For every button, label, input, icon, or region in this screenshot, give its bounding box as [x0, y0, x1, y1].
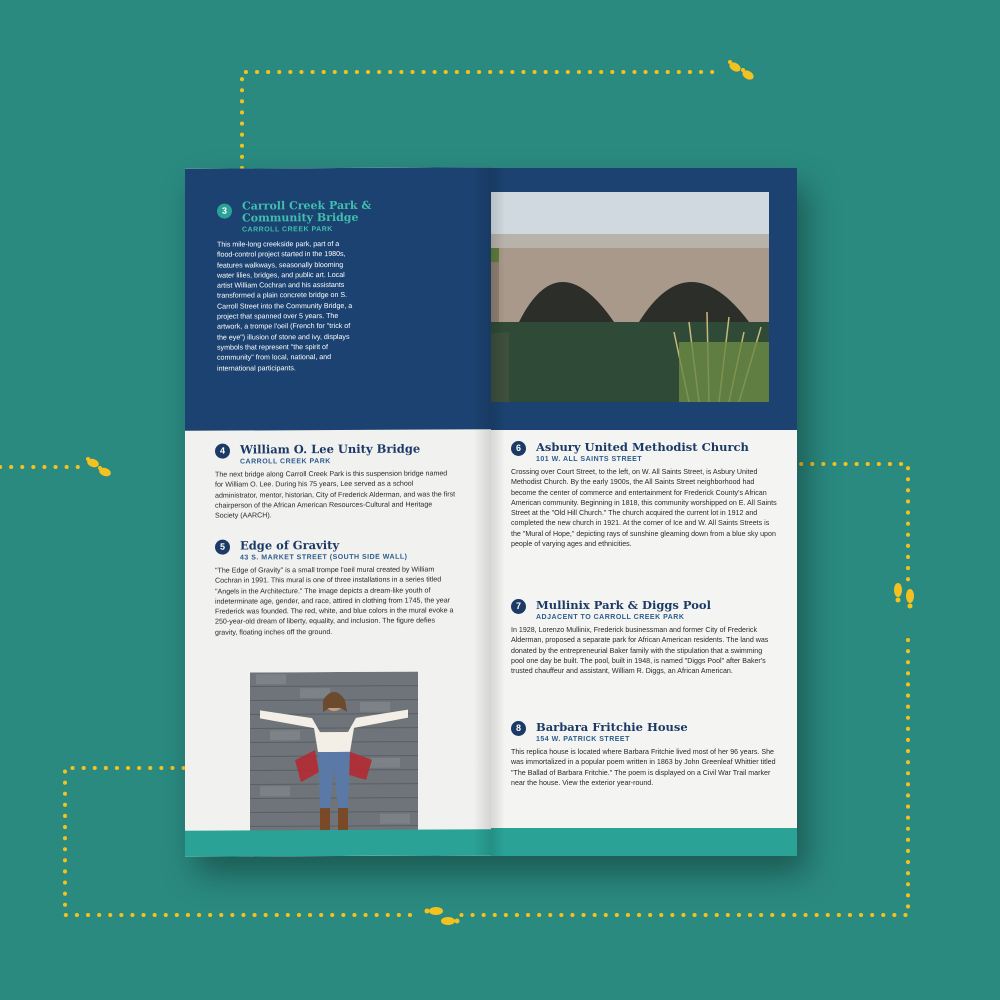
footprints-icon — [727, 58, 757, 84]
section-6 — [511, 440, 777, 549]
section-body: In 1928, Lorenzo Mullinix, Frederick businessman and former City of Frederick Alderman, proposed a separate park for African American residents. The land was donated by the entrepreneurial Baker family with the stipulation that a swimming pool one day be built. The pool, built in 1948, is named "Diggs Pool" after Baker's trusted chauffeur and assistant, William R. Diggs, an African American. — [511, 626, 769, 676]
section-body: This replica house is located where Barbara Fritchie lived most of her 96 years. She was immortalized in a popular poem written in 1863 by John Greenleaf Whittier titled "The Ballad of Barbara Fritchie." The poem is displayed on a Civil War Trail marker near the house. View the exterior year-round. — [511, 748, 776, 787]
section-body: The next bridge along Carroll Creek Park is this suspension bridge named for William O. Lee. During his 75 years, Lee served as a school administrator, mentor, historian, City of Frederick Alderman, and was the first chairperson of the African American Resources-Cultural and Heritage Society (AARCH). — [215, 469, 456, 520]
section-title: Edge of Gravity — [240, 537, 340, 553]
section-number-badge: 6 — [511, 441, 526, 456]
section-title: Mullinix Park & Diggs Pool — [536, 598, 711, 612]
section-subtitle: 101 W. ALL SAINTS STREET — [536, 456, 643, 463]
footer-band — [491, 828, 797, 856]
section-subtitle: 43 S. MARKET STREET (SOUTH SIDE WALL) — [240, 553, 408, 562]
section-number-badge: 7 — [511, 599, 526, 614]
section-body: Crossing over Court Street, to the left, on W. All Saints Street, is Asbury United Methodist Church. By the early 1900s, the All Saints Street neighborhood had become the center of commerce and entertainment for Frederick County's African American community. Beginning in 1818, this community worshipped on E. All Saints Street at the "Old Hill Church." The church acquired the current lot in 1912 and completed the new church in 1921. At the corner of Ice and W. All Saints Streets is the "Mural of Hope," depicting rays of sunshine gleaming down from a blue sky upon people of varying ages and ethnicities. — [511, 468, 777, 549]
footprints-icon — [84, 455, 114, 481]
section-body: "The Edge of Gravity" is a small trompe l'oeil mural created by William Cochran in 1991. This mural is one of three installations in a series titled "Angels in the Architecture." The image depicts a dream-like youth of indeterminate age, gender, and race, attired in clothing from 1745, the year Frederick was founded. The red, white, and blue colors in the mural evoke a 250-year-old dream of liberty, equality, and inclusion. The figure defies gravity, floating inches off the ground. — [215, 565, 454, 637]
section-title-line2: Community Bridge — [242, 210, 359, 225]
section-5 — [215, 537, 457, 637]
section-number-badge: 3 — [217, 204, 232, 219]
section-title: William O. Lee Unity Bridge — [240, 441, 421, 457]
section-number-badge: 8 — [511, 721, 526, 736]
section-title: Asbury United Methodist Church — [536, 440, 749, 454]
section-3 — [217, 200, 377, 374]
brochure-spread — [185, 168, 797, 856]
right-page — [491, 168, 797, 856]
section-title: Barbara Fritchie House — [536, 720, 688, 734]
edge-of-gravity-mural-photo — [250, 672, 418, 841]
footprints-icon — [424, 904, 460, 928]
section-subtitle: ADJACENT TO CARROLL CREEK PARK — [536, 614, 685, 621]
section-7 — [511, 598, 777, 676]
section-body: This mile-long creekside park, part of a flood-control project started in the 1980s, features walkways, seasonally blooming water lilies, bridges, and public art. Local artist William Cochran and his assistants transformed a plain concrete bridge on S. Carroll Street into the Community Bridge, a project that spanned over 5 years. The artwork, a trompe l'oeil (French for "trick of the eye") illusion of stone and ivy, displays symbols that represent "the spirit of community" from local, national, and international participants. — [217, 239, 353, 373]
footer-band — [185, 829, 491, 857]
section-subtitle: 154 W. PATRICK STREET — [536, 736, 630, 743]
footprints-icon — [890, 578, 918, 614]
section-title-line1: Carroll Creek Park & — [242, 198, 372, 213]
section-number-badge: 4 — [215, 444, 230, 459]
section-8 — [511, 720, 777, 788]
left-page — [185, 167, 491, 857]
section-4 — [215, 441, 457, 521]
section-subtitle: CARROLL CREEK PARK — [240, 458, 331, 466]
section-number-badge: 5 — [215, 540, 230, 555]
community-bridge-photo — [491, 192, 769, 402]
section-subtitle: CARROLL CREEK PARK — [242, 226, 333, 234]
